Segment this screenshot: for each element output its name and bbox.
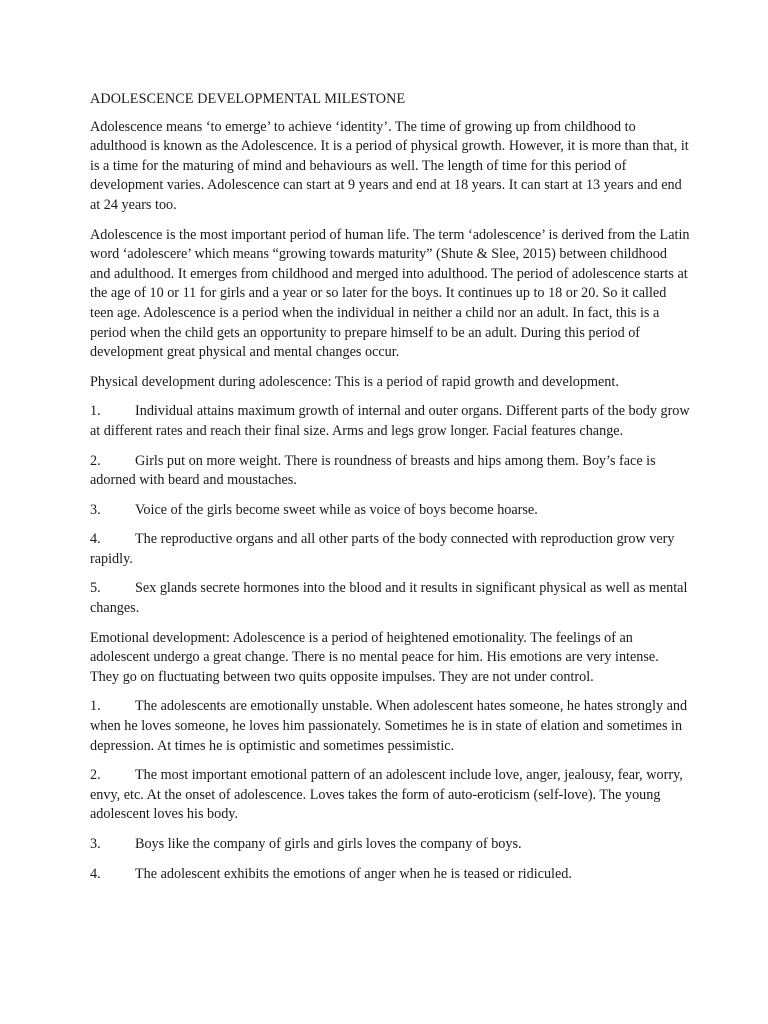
list-item-text: The reproductive organs and all other parts of the body connected with reproduction grow very rapidly. [90,531,675,567]
physical-list-item [90,579,690,618]
list-item-text: Sex glands secrete hormones into the blood and it results in significant physical as well as mental changes. [90,580,688,617]
list-item-text: Voice of the girls become sweet while as voice of boys become hoarse. [135,501,538,518]
physical-list-item [90,452,690,491]
list-item-number: 2. [90,767,101,784]
emotional-development-heading: Emotional development: Adolescence is a period of heightened emotionality. The feelings of an adolescent undergo a great change. There is no mental peace for him. His emotions are very intense. They go on fluctuating between two quits opposite impulses. They are not under control. [90,629,659,685]
emotional-list-item [90,865,690,885]
list-item-number: 1. [90,698,101,715]
emotional-list-item [90,835,690,855]
physical-list-item [90,402,690,441]
physical-development-heading: Physical development during adolescence: This is a period of rapid growth and development. [90,373,619,390]
emotional-list-item [90,766,690,825]
document-page [90,90,690,894]
physical-list-item [90,530,690,569]
list-item-text: The most important emotional pattern of an adolescent include love, anger, jealousy, fear, worry, envy, etc. At the onset of adolescence. Loves takes the form of auto-eroticism (self-love). The young adolescent loves his body. [90,767,683,823]
list-item-text: Girls put on more weight. There is roundness of breasts and hips among them. Boy’s face is adorned with beard and moustaches. [90,452,656,489]
emotional-list-item [90,697,690,756]
list-item-number: 4. [90,531,101,548]
intro-paragraph-2: Adolescence is the most important period of human life. The term ‘adolescence’ is derived from the Latin word ‘adolescere’ which means “growing towards maturity” (Shute & Slee, 2015) between childhood and adulthood. It emerges from childhood and merged into adulthood. The period of adolescence starts at the age of 10 or 11 for girls and a year or so later for the boys. It continues up to 18 or 20. So it called teen age. Adolescence is a period when the individual in neither a child nor an adult. In fact, this is a period when the child gets an opportunity to prepare himself to be an adult. During this period of development great physical and mental changes occur. [90,226,690,361]
list-item-text: The adolescents are emotionally unstable. When adolescent hates someone, he hates strongly and when he loves someone, he loves him passionately. Sometimes he is in state of elation and sometimes in depression. At times he is optimistic and sometimes pessimistic. [90,698,688,754]
list-item-text: Individual attains maximum growth of internal and outer organs. Different parts of the body grow at different rates and reach their final size. Arms and legs grow longer. Facial features change. [90,403,690,439]
list-item-number: 5. [90,580,101,597]
list-item-number: 3. [90,836,101,852]
intro-paragraph-1: Adolescence means ‘to emerge’ to achieve ‘identity’. The time of growing up from childhood to adulthood is known as the Adolescence. It is a period of physical growth. However, it is more than that, it is a time for the maturing of mind and behaviours as well. The length of time for this period of development varies. Adolescence can start at 9 years and end at 18 years. It can start at 13 years and end at 24 years too. [90,118,689,213]
list-item-text: Boys like the company of girls and girls loves the company of boys. [135,836,522,852]
document-title: ADOLESCENCE DEVELOPMENTAL MILESTONE [90,91,406,107]
list-item-number: 2. [90,452,101,469]
list-item-number: 1. [90,403,101,420]
physical-list-item [90,501,690,521]
list-item-number: 4. [90,865,101,882]
list-item-text: The adolescent exhibits the emotions of anger when he is teased or ridiculed. [135,865,572,882]
list-item-number: 3. [90,501,101,518]
